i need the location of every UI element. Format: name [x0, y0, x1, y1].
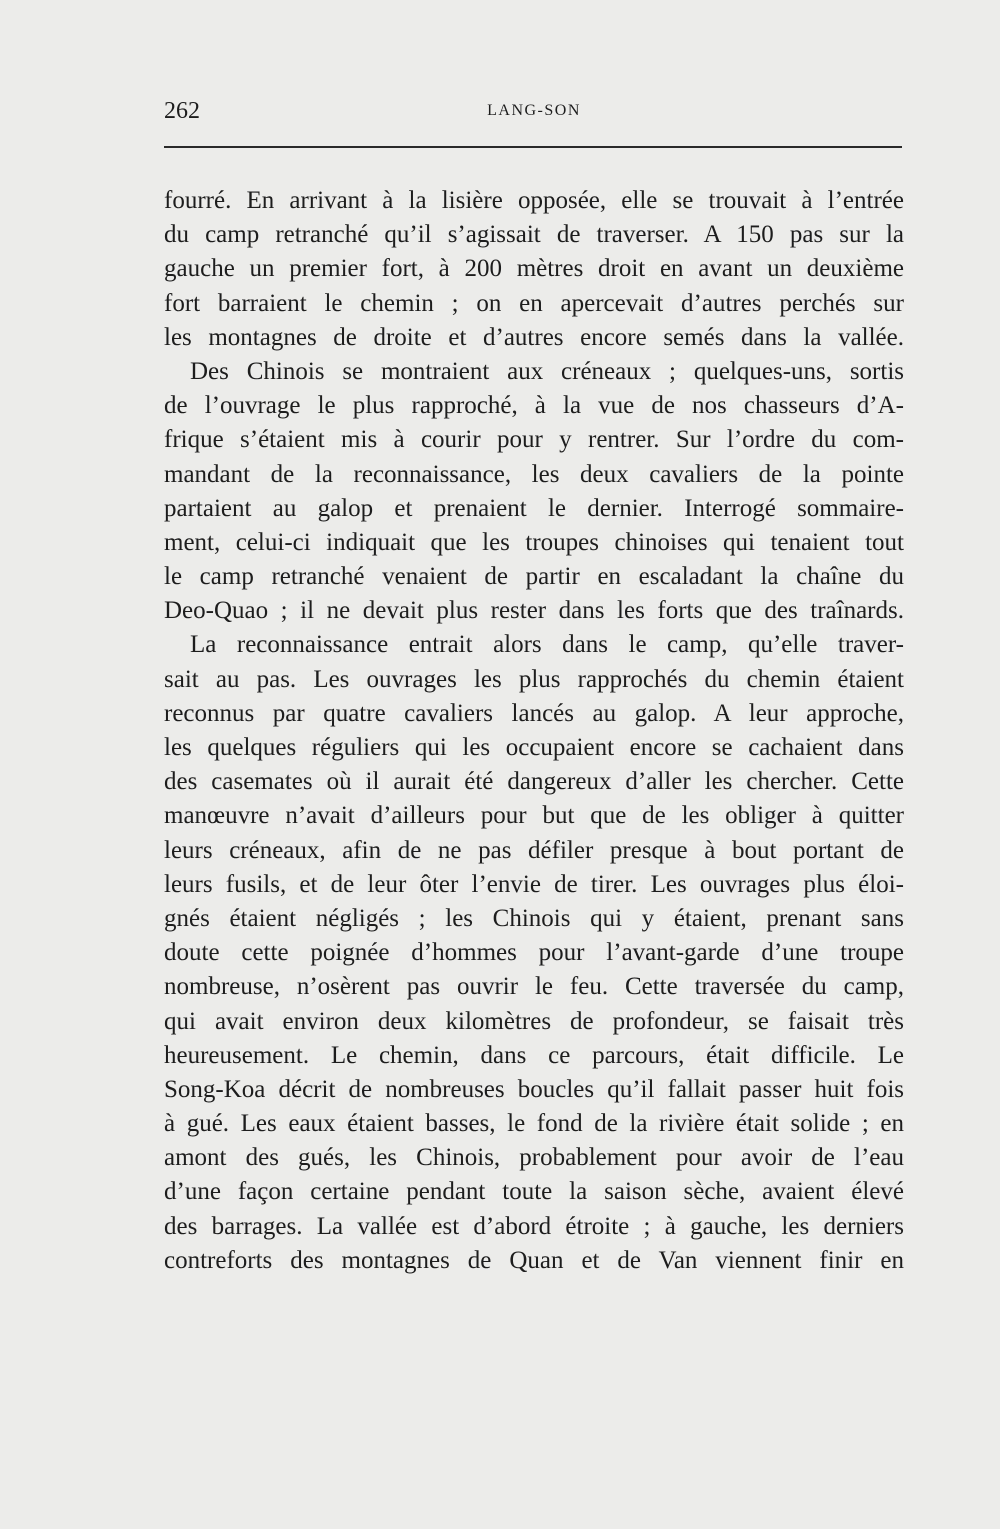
text-line: fort barraient le chemin ; on en apercevait d’autres perchés sur: [164, 289, 904, 317]
text-line: ment, celui-ci indiquait que les troupes chinoises qui tenaient tout: [164, 528, 904, 556]
text-line: heureusement. Le chemin, dans ce parcours, était difficile. Le: [164, 1041, 904, 1069]
text-line: des barrages. La vallée est d’abord étroite ; à gauche, les derniers: [164, 1212, 904, 1240]
paragraph-start-line: Des Chinois se montraient aux créneaux ; quelques-uns, sortis: [190, 357, 904, 385]
text-line: à gué. Les eaux étaient basses, le fond de la rivière était solide ; en: [164, 1110, 904, 1138]
text-line: gnés étaient négligés ; les Chinois qui y étaient, prenant sans: [164, 904, 904, 932]
paragraph-start-line: La reconnaissance entrait alors dans le camp, qu’elle traver-: [190, 631, 904, 659]
text-line: doute cette poignée d’hommes pour l’avant-garde d’une troupe: [164, 939, 904, 967]
text-line: les montagnes de droite et d’autres encore semés dans la vallée.: [164, 323, 904, 351]
text-line: le camp retranché venaient de partir en escaladant la chaîne du: [164, 563, 904, 591]
text-line: frique s’étaient mis à courir pour y rentrer. Sur l’ordre du com-: [164, 426, 904, 454]
text-line: des casemates où il aurait été dangereux d’aller les chercher. Cette: [164, 768, 904, 796]
running-head: LANG-SON: [487, 102, 581, 119]
text-line: reconnus par quatre cavaliers lancés au galop. A leur approche,: [164, 699, 904, 727]
text-line: amont des gués, les Chinois, probablement pour avoir de l’eau: [164, 1144, 904, 1172]
text-line: Deo-Quao ; il ne devait plus rester dans les forts que des traînards.: [164, 597, 904, 625]
text-line: du camp retranché qu’il s’agissait de traverser. A 150 pas sur la: [164, 221, 904, 249]
text-line: manœuvre n’avait d’ailleurs pour but que de les obliger à quitter: [164, 802, 904, 830]
text-line: nombreuse, n’osèrent pas ouvrir le feu. Cette traversée du camp,: [164, 973, 904, 1001]
text-line: leurs créneaux, afin de ne pas défiler presque à bout portant de: [164, 836, 904, 864]
text-line: leurs fusils, et de leur ôter l’envie de tirer. Les ouvrages plus éloi-: [164, 870, 904, 898]
page-header: [164, 98, 904, 132]
body-text: [164, 184, 904, 1278]
text-line: sait au pas. Les ouvrages les plus rapprochés du chemin étaient: [164, 665, 904, 693]
header-rule: [164, 146, 902, 148]
text-line: qui avait environ deux kilomètres de profondeur, se faisait très: [164, 1007, 904, 1035]
text-line: fourré. En arrivant à la lisière opposée, elle se trouvait à l’entrée: [164, 187, 904, 214]
text-line: Song-Koa décrit de nombreuses boucles qu’il fallait passer huit fois: [164, 1075, 904, 1103]
text-line: contreforts des montagnes de Quan et de Van viennent finir en: [164, 1246, 904, 1274]
text-line: d’une façon certaine pendant toute la saison sèche, avaient élevé: [164, 1178, 904, 1206]
text-line: mandant de la reconnaissance, les deux cavaliers de la pointe: [164, 460, 904, 488]
text-line: de l’ouvrage le plus rapproché, à la vue de nos chasseurs d’A-: [164, 392, 904, 420]
page-number: 262: [164, 98, 200, 124]
text-line: gauche un premier fort, à 200 mètres droit en avant un deuxième: [164, 255, 904, 283]
text-line: partaient au galop et prenaient le dernier. Interrogé sommaire-: [164, 494, 904, 522]
text-line: les quelques réguliers qui les occupaient encore se cachaient dans: [164, 734, 904, 761]
